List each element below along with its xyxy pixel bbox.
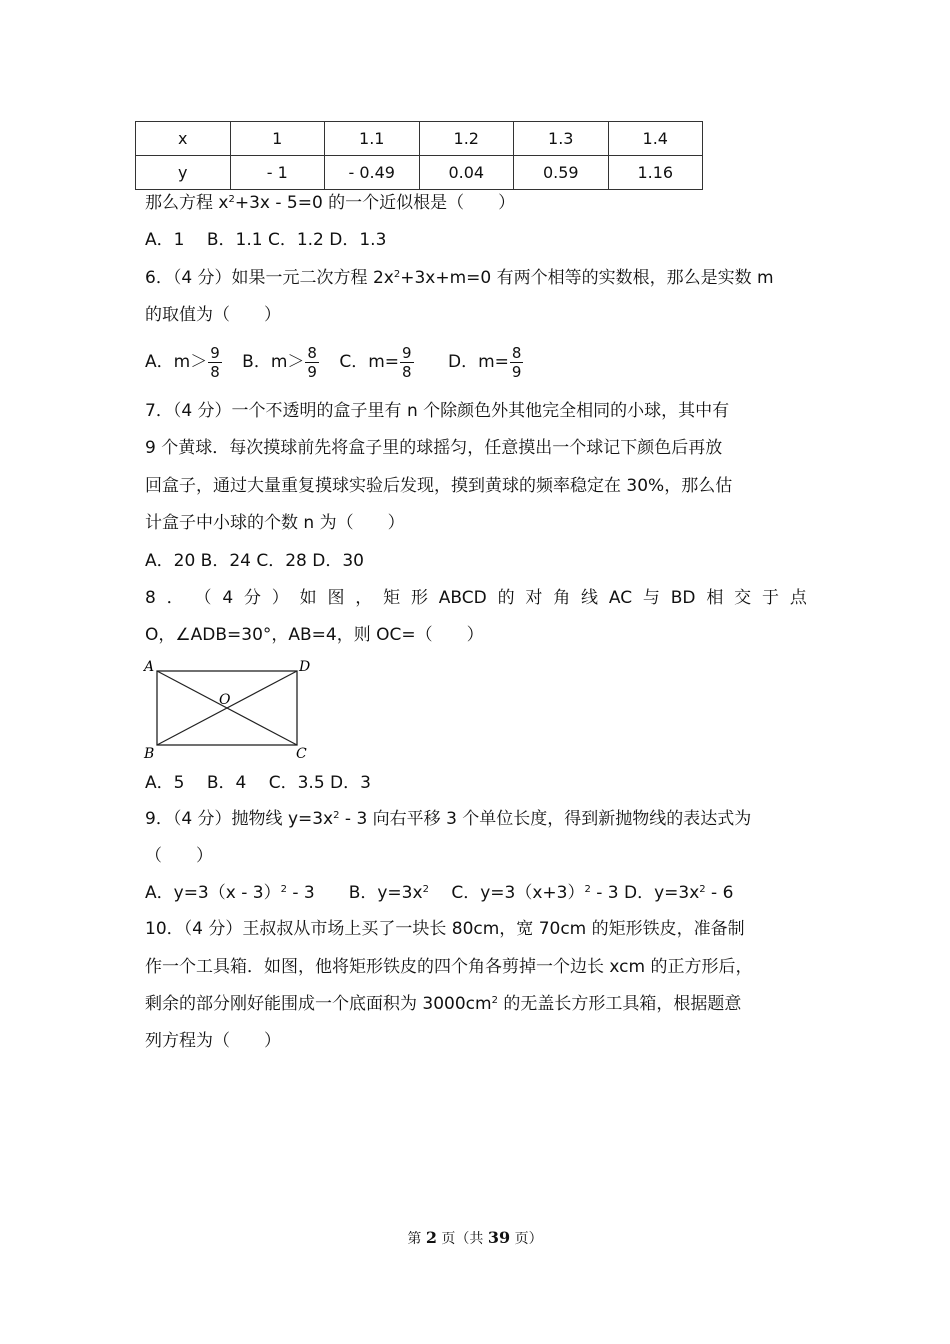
footer-suffix: 页）	[510, 1231, 543, 1247]
table-cell: y	[136, 156, 231, 190]
page-total: 39	[487, 1228, 511, 1247]
superscript: 2	[228, 194, 235, 205]
superscript: 2	[422, 884, 429, 895]
q5-stem-a: 那么方程 x	[145, 193, 229, 213]
fraction-denominator: 8	[210, 362, 220, 381]
q8-token: 线	[581, 588, 599, 608]
table-cell: - 1	[230, 156, 325, 190]
q6-option-a: A．m＞	[145, 352, 208, 372]
q6-line-1	[145, 267, 774, 289]
q5-stem	[145, 192, 515, 214]
table-cell: 1.1	[325, 122, 420, 156]
table-cell: 0.04	[419, 156, 514, 190]
q9-option-b: - 3 B．y=3x	[286, 883, 423, 903]
q8-line-1	[145, 587, 807, 609]
page-number: 2	[425, 1228, 437, 1247]
fraction-b	[305, 344, 319, 381]
table-cell: 1.3	[514, 122, 609, 156]
q8-token: 交	[734, 588, 752, 608]
q6-option-b: B．m＞	[242, 352, 305, 372]
q9-line-1-a: 9．（4 分）抛物线 y=3x	[145, 809, 334, 829]
q8-token: 如	[299, 588, 317, 608]
table-row-y	[136, 156, 703, 190]
label-o: O	[219, 692, 231, 708]
q8-token: ．	[166, 588, 184, 608]
superscript: 2	[584, 884, 591, 895]
table-cell: - 0.49	[325, 156, 420, 190]
q9-line-1-b: - 3 向右平移 3 个单位长度，得到新抛物线的表达式为	[339, 809, 752, 829]
q8-token: ）	[271, 588, 289, 608]
q8-token: ，	[355, 588, 373, 608]
q10-line-3	[145, 993, 741, 1015]
fraction-numerator: 8	[307, 343, 317, 362]
superscript: 2	[280, 884, 287, 895]
q8-token: 形	[410, 588, 428, 608]
superscript: 2	[699, 884, 706, 895]
footer-middle: 页（共	[436, 1231, 488, 1247]
table-cell: 0.59	[514, 156, 609, 190]
q8-token: （	[194, 588, 212, 608]
fraction-a	[208, 344, 222, 381]
fraction-denominator: 8	[402, 362, 412, 381]
fraction-denominator: 9	[511, 362, 522, 381]
q7-options: A．20 B．24 C．28 D．30	[145, 551, 364, 571]
q8-token: AC	[608, 588, 633, 608]
fraction-numerator: 9	[402, 343, 412, 362]
q6-options	[145, 342, 524, 382]
table-cell: 1	[230, 122, 325, 156]
q8-token: 点	[789, 588, 807, 608]
q9-options	[145, 882, 733, 904]
footer-prefix: 第	[407, 1231, 426, 1247]
table-cell: 1.16	[608, 156, 703, 190]
q7-line-1: 7．（4 分）一个不透明的盒子里有 n 个除颜色外其他完全相同的小球，其中有	[145, 401, 730, 421]
q6-option-d: D．m=	[447, 352, 509, 372]
q8-token: BD	[670, 588, 696, 608]
q8-token: 对	[525, 588, 543, 608]
q8-line-2: O，∠ADB=30°，AB=4，则 OC=（ ）	[145, 625, 484, 645]
q9-line-1	[145, 808, 751, 830]
q8-token: 的	[497, 588, 515, 608]
label-a: A	[144, 659, 155, 675]
q6-line-1-b: +3x+m=0 有两个相等的实数根，那么是实数 m	[400, 268, 774, 288]
q8-token: 矩	[383, 588, 401, 608]
q5-options: A．1 B．1.1 C．1.2 D．1.3	[145, 230, 387, 250]
fraction-numerator: 9	[210, 343, 220, 362]
q8-options: A．5 B．4 C．3.5 D．3	[145, 773, 371, 793]
table-cell: x	[136, 122, 231, 156]
q8-token: 图	[327, 588, 345, 608]
table-row-x	[136, 122, 703, 156]
q8-token: ABCD	[438, 588, 487, 608]
label-b: B	[144, 746, 155, 761]
superscript: 2	[393, 269, 401, 280]
table-cell: 1.2	[419, 122, 514, 156]
q8-token: 角	[553, 588, 571, 608]
q9-option-a: A．y=3（x - 3）	[145, 883, 281, 903]
q10-line-4: 列方程为（ ）	[145, 1031, 281, 1051]
q5-stem-b: +3x - 5=0 的一个近似根是（ ）	[234, 193, 516, 213]
label-d: D	[299, 659, 311, 675]
q6-option-c: C．m=	[339, 352, 400, 372]
q8-token: 相	[706, 588, 724, 608]
q10-line-3-b: 的无盖长方形工具箱，根据题意	[497, 994, 742, 1014]
q6-line-2: 的取值为（ ）	[145, 305, 281, 325]
q8-token: 与	[642, 588, 660, 608]
rectangle-figure	[143, 657, 315, 761]
fraction-c	[400, 344, 414, 381]
value-table	[135, 121, 703, 190]
q10-line-3-a: 剩余的部分刚好能围成一个底面积为 3000cm	[145, 994, 492, 1014]
q10-line-2: 作一个工具箱．如图，他将矩形铁皮的四个角各剪掉一个边长 xcm 的正方形后，	[145, 957, 753, 977]
q7-line-4: 计盒子中小球的个数 n 为（ ）	[145, 513, 405, 533]
fraction-d	[510, 344, 524, 381]
fraction-denominator: 9	[307, 362, 317, 381]
q9-option-c: C．y=3（x+3）	[428, 883, 585, 903]
q10-line-1: 10．（4 分）王叔叔从市场上买了一块长 80cm，宽 70cm 的矩形铁皮，准备制	[145, 919, 745, 939]
page-footer	[0, 1228, 950, 1248]
q7-line-2: 9 个黄球．每次摸球前先将盒子里的球摇匀，任意摸出一个球记下颜色后再放	[145, 438, 723, 458]
superscript: 2	[491, 995, 498, 1006]
q9-line-2: （ ）	[145, 846, 213, 866]
q6-line-1-a: 6．（4 分）如果一元二次方程 2x	[145, 268, 394, 288]
q9-option-d: - 3 D．y=3x	[590, 883, 700, 903]
q9-option-d-tail: - 6	[705, 883, 734, 903]
q8-token: 于	[761, 588, 779, 608]
q7-line-3: 回盒子，通过大量重复摸球实验后发现，摸到黄球的频率稳定在 30%，那么估	[145, 476, 733, 496]
q8-token: 分	[243, 588, 261, 608]
superscript: 2	[333, 810, 340, 821]
label-c: C	[296, 746, 307, 761]
q8-token: 8	[145, 588, 156, 608]
q8-token: 4	[222, 588, 234, 608]
table-cell: 1.4	[608, 122, 703, 156]
fraction-numerator: 8	[511, 343, 522, 362]
